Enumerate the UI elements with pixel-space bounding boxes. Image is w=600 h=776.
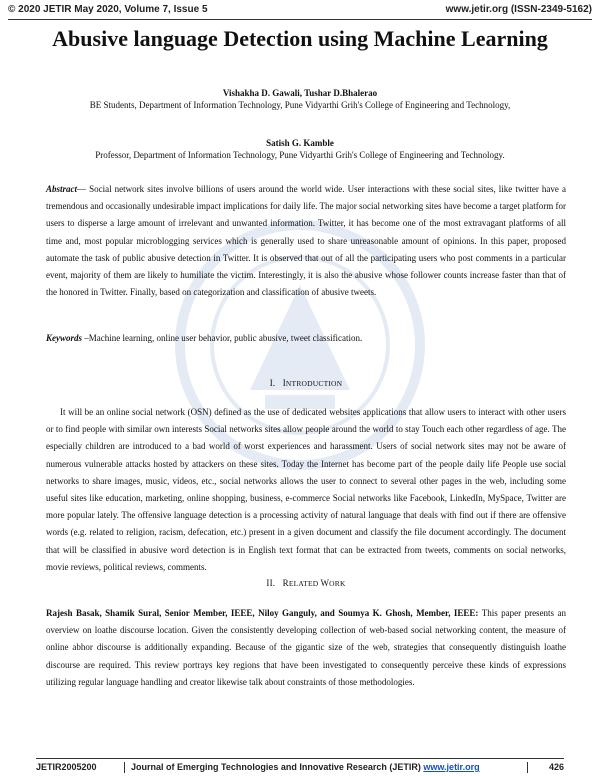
section-number: I.: [269, 378, 276, 388]
section-title-rest: NTRODUCTION: [285, 379, 343, 388]
abstract: [46, 181, 566, 301]
footer-separator: [124, 762, 125, 773]
section-heading-introduction: [46, 378, 566, 388]
introduction-body: It will be an online social network (OSN) defined as the use of dedicated websites applications that allow users to interact with other users or to find people with similar own interests Social networks sites allow people around the world to stay Touch each other regardless of age. The especially children are introduced to a bad world of worst experiences and harassment. Users of social network sites may not be aware of numerous vulnerable attacks hosted by attackers on these sites. Today the Internet has become part of the people daily life People use social networks to share images, music, videos, etc., social networks allows the user to connect to several other pages in the web, including some useful sites like education, marketing, online shopping, business, e-commerce Social networks like Facebook, LinkedIn, MySpace, Twitter are more popular lately. The offensive language detection is a processing activity of natural language that deals with find out if there are offensive words (e.g. related to religion, racism, defecation, etc.) present in a given document and classify the file document accordingly. The document that will be classified in abusive word detection is in English text format that can be extracted from tweets, comments on social networks, movie reviews, political reviews, comments.: [46, 407, 566, 572]
section-title-rest: ELATED: [288, 579, 321, 588]
author-affiliation-2: Professor, Department of Information Technology, Pune Vidyarthi Grih's College of Engineering and Technology.: [95, 150, 505, 160]
section-title-rest-2: ORK: [329, 579, 346, 588]
header-right: www.jetir.org (ISSN-2349-5162): [445, 4, 592, 15]
abstract-label: Abstract: [46, 184, 78, 194]
keywords-label: Keywords: [46, 333, 82, 343]
section-title-initial-2: W: [320, 578, 330, 588]
footer-paper-id: JETIR2005200: [36, 762, 97, 772]
footer-journal: [131, 762, 521, 772]
abstract-text: Social network sites involve billions of users around the world wide. User interactions with these social sites, like twitter have a tremendous and occasionally undesirable impact implications for daily life. The major social networking sites have become a target platform for users to disperse a large amount of irrelevant and unwanted information. Twitter, it has become one of the most extravagant platforms of all time and, most popular microblogging services which is generally used to share unreasonable amount of opinions. In this paper, proposed automate the task of public abusive detection in Twitter. It is observed that out of all the participating users who post comments in a particular event, majority of them are likely to humiliate the victim. Interestingly, it is also the abusive whose follower counts increase faster than that of the honored in Twitter. Finally, based on categorization and classification of abusive tweets.: [46, 184, 566, 298]
footer-divider: [36, 758, 564, 759]
page-number: 426: [548, 762, 564, 772]
related-work-body: [46, 605, 566, 691]
related-work-text: This paper presents an overview on loathe discourse location. Given the consistently developing collection of web-based social networking content, the measure of online abhor discourse is additionally expanding. Because of the gigantic size of the web, strategies that consequently distinguish loathe discourse are required. This review portrays key regions that have been investigated to consequently perceive these kinds of expressions utilizing regular language handling and creator likewise talk about constraints of those methodologies.: [46, 608, 566, 687]
running-footer: [36, 761, 564, 773]
header-left: © 2020 JETIR May 2020, Volume 7, Issue 5: [8, 4, 208, 15]
section-number: II.: [266, 578, 276, 588]
paper-title: Abusive language Detection using Machine Learning: [52, 26, 548, 51]
author-affiliation-1: BE Students, Department of Information Technology, Pune Vidyarthi Grih's College of Engineering and Technology,: [89, 100, 511, 110]
section-title-initial: I: [282, 378, 286, 388]
author-names-2: Satish G. Kamble: [266, 138, 334, 148]
header-divider: [8, 19, 592, 20]
footer-journal-name: Journal of Emerging Technologies and Innovative Research (JETIR): [131, 762, 424, 772]
related-work-lead: Rajesh Basak, Shamik Sural, Senior Member, IEEE, Niloy Ganguly, and Soumya K. Ghosh, Member, IEEE:: [46, 608, 479, 618]
section-heading-related-work: [46, 578, 566, 588]
keywords-text: –Machine learning, online user behavior, public abusive, tweet classification.: [82, 333, 363, 343]
running-header: [8, 4, 592, 20]
author-names-1: Vishakha D. Gawali, Tushar D.Bhalerao: [222, 88, 378, 98]
section-title-initial: R: [282, 578, 289, 588]
keywords: [46, 330, 566, 347]
abstract-dash: —: [77, 184, 90, 194]
footer-journal-link[interactable]: www.jetir.org: [423, 762, 480, 772]
footer-separator: [527, 762, 528, 773]
